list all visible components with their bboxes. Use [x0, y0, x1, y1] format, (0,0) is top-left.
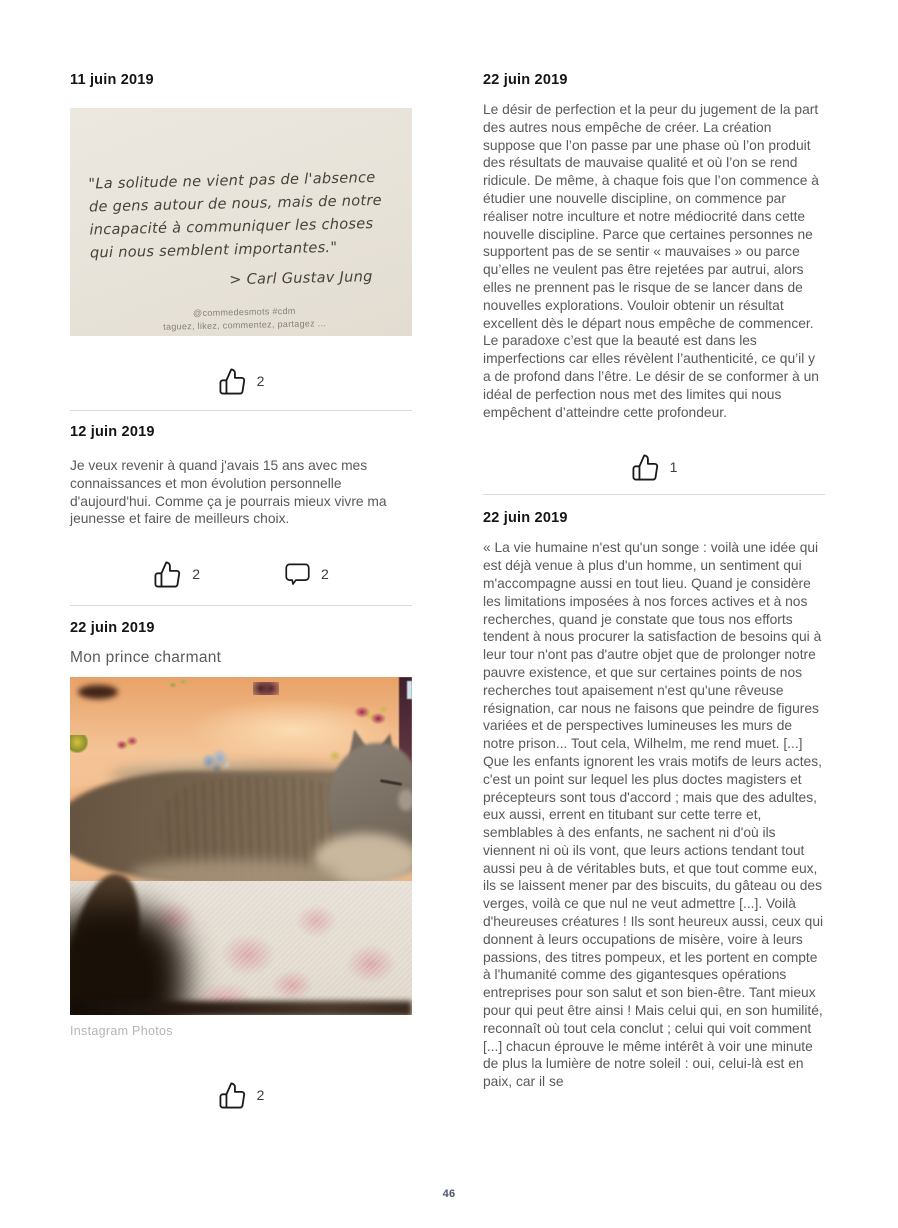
post-divider: [483, 494, 825, 495]
flower-embroidery: [165, 677, 191, 693]
like-count: 1: [669, 459, 678, 476]
thumbs-up-icon: [218, 1081, 247, 1110]
post-date-heading: 22 juin 2019: [483, 510, 568, 527]
like-reaction: [631, 453, 678, 482]
flower-embroidery: [114, 733, 140, 753]
photo-caption: Instagram Photos: [70, 1024, 173, 1039]
flower-embroidery: [253, 682, 279, 695]
reactions-row: [483, 451, 825, 483]
right-column: [483, 72, 825, 1111]
post-divider: [70, 605, 412, 606]
like-count: 2: [256, 373, 265, 389]
quote-line: qui nous semblent importantes.": [89, 239, 338, 262]
post-text: Mon prince charmant: [70, 649, 222, 667]
post-date-heading: 12 juin 2019: [70, 424, 155, 440]
post-date-heading: 11 juin 2019: [70, 72, 154, 88]
flower-embroidery: [328, 751, 342, 761]
quote-line: de gens autour de nous, mais de notre: [88, 192, 383, 216]
columns: [70, 72, 825, 1111]
like-reaction: [153, 560, 200, 589]
thumbs-up-icon: [153, 560, 182, 589]
post-divider: [70, 410, 412, 411]
quote-line: incapacité à communiquer les choses: [89, 216, 374, 239]
post-text: « La vie humaine n'est qu'un songe : voilà une idée qui est déjà venue à plus d'un homme, un sentiment qui m'accompagne aussi en tout lieu. Quand je considère les limitations imposées à nos forces actives et à nos recherches, quand je constate que tous nos efforts tendent à nous procurer la satisfaction de besoins qui à leur tour n'ont pas d'autre objet que de prolonger notre pauvre existence, et que sur certaines points de nos recherches tout apaisement n'est qu'une rêveuse résignation, car nous ne faisons que peindre de figures variées et de perspectives lumineuses les murs de notre prison... Tout cela, Wilhelm, me rend muet. [...] Que les enfants ignorent les vrais motifs de leurs actes, c'est un point sur lequel les plus doctes magisters et précepteurs sont tous d'accord ; mais que des adultes, eux aussi, errent en titubant sur cette terre et, semblables à des enfants, ne sachent ni d'où ils viennent ni où ils vont, que leurs actions tendant tout aussi peu à de véritables buts, et que tout comme eux, ils se laissent mener par des biscuits, du gâteau ou des verges, voilà ce que nul ne veut admettre [...]. Voilà d'heureuses créatures ! Ils sont heureux aussi, ceux qui donnent à leurs occupations de misère, voire à leurs passions, des titres pompeux, et les portent en compte à l'humanité comme des gigantesques opérations entreprises pour son salut et son bien-être. Tant mieux pour qui peut être ainsi ! Mais celui qui, en son humilité, reconnaît où tout cela conclut ; celui qui voit comment [...] chacun éprouve le même intérêt à voir une minute de plus la lumière de notre soleil : oui, celui-là est en paix, car il se: [483, 540, 824, 1090]
quote-credit-handle: @commedesmots #cdm: [192, 305, 296, 319]
post-text: Le désir de perfection et la peur du jugement de la part des autres nous empêche de créer. La création suppose que l’on passe par une phase où l’on produit des résultats de mauvaise qualité et où l’on se rend ridicule. De même, à chaque fois que l’on commence à étudier une nouvelle discipline, on commence par réaliser notre inculture et notre médiocrité dans cette nouvelle discipline. Parce que certaines personnes ne supportent pas de se sentir « mauvaises » ou parce qu’elles ne veulent pas être rejetées par autrui, alors elles ne prennent pas le risque de se lancer dans de nouvelles explorations. Vouloir obtenir un résultat excellent dès le départ nous empêche de commencer. Le paradoxe c’est que la beauté est dans les imperfections car elles révèlent l’authenticité, ce qu’il y a de profond dans l’être. Le désir de se conformer à un idéal de perfection nous met des limites qui nous empêchent d’atteindre cette profondeur.: [483, 102, 819, 420]
comment-bubble-icon: [284, 561, 311, 588]
reactions-row: [70, 558, 412, 590]
thumbs-up-icon: [218, 367, 247, 396]
quote-image: [70, 108, 412, 336]
reactions-row: [70, 365, 412, 397]
page-number: 46: [442, 1188, 456, 1200]
quote-line: "La solitude ne vient pas de l'absence: [88, 169, 376, 193]
post-date-heading: 22 juin 2019: [70, 620, 155, 637]
like-count: 2: [256, 1087, 265, 1104]
comment-count: 2: [321, 566, 329, 583]
post-date-heading: 22 juin 2019: [483, 72, 568, 88]
like-reaction: [218, 367, 265, 396]
comment-reaction: [284, 561, 329, 588]
reactions-row: [70, 1079, 412, 1111]
quote-credit: [91, 303, 398, 336]
like-count: 2: [192, 566, 200, 583]
left-column: [70, 72, 412, 1111]
butterfly-embroidery: [353, 703, 389, 729]
quote-text: [88, 167, 398, 336]
like-reaction: [218, 1081, 265, 1110]
quote-credit-tagline: taguez, likez, commentez, partagez ...: [163, 318, 327, 332]
quote-attribution: > Carl Gustav Jung: [229, 269, 373, 289]
post-text: Je veux revenir à quand j'avais 15 ans avec mes connaissances et mon évolution personnelle d'aujourd'hui. Comme ça je pourrais mieux vivre ma jeunesse et faire de meilleurs choix.: [70, 458, 387, 527]
flower-embroidery: [70, 735, 88, 753]
cat-photo-image: [70, 677, 412, 1015]
thumbs-up-icon: [631, 453, 660, 482]
